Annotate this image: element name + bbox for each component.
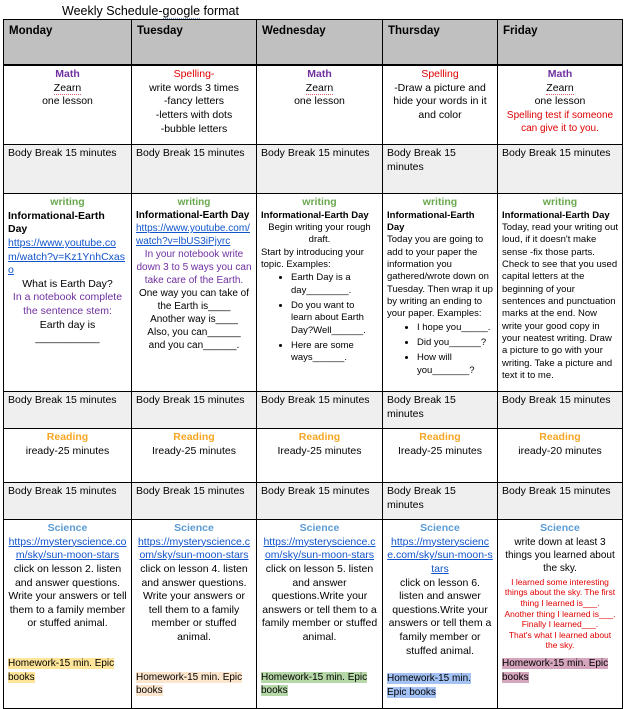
body-break: Body Break 15 minutes — [498, 145, 623, 194]
wed-science-cell — [257, 520, 383, 709]
reading-task: iready-25 minutes — [25, 444, 110, 457]
science-task: click on lesson 5. listen and answer questions.Write your answers or tell them to a family member or stuffed animal. — [261, 562, 378, 644]
one-lesson: one lesson — [534, 95, 586, 108]
examples-list — [261, 272, 378, 364]
title-prefix: Weekly Schedule- — [62, 4, 163, 18]
body-break-row-2 — [4, 392, 623, 429]
mon-math-cell — [4, 65, 132, 145]
body-break: Body Break 15 minutes — [383, 145, 498, 194]
science-task: write down at least 3 things you learned about the sky. — [505, 536, 615, 574]
document-title — [62, 4, 239, 18]
schedule-table — [3, 19, 623, 709]
subject-math: Math — [307, 68, 332, 80]
wed-writing-cell — [257, 194, 383, 392]
writing-title: Informational-Earth Day — [387, 209, 475, 233]
writing-title: Informational-Earth Day — [502, 209, 610, 221]
mon-science-cell — [4, 520, 132, 709]
subject-spelling: Spelling- — [173, 68, 215, 80]
title-suffix: format — [200, 4, 239, 18]
reading-task: Iready-25 minutes — [397, 444, 483, 457]
writing-title: Informational-Earth Day — [136, 210, 250, 221]
homework-note: Homework-15 min. Epic books — [8, 658, 115, 683]
body-break: Body Break 15 minutes — [257, 145, 383, 194]
science-heading: Science — [420, 522, 460, 534]
fri-writing-cell — [498, 194, 623, 392]
sentence-stem: Earth day is ___________ — [35, 318, 100, 345]
zearn: Zearn — [546, 81, 574, 94]
thu-writing-cell — [383, 194, 498, 392]
writing-question: What is Earth Day? — [22, 277, 113, 290]
body-break: Body Break 15 minutes — [383, 392, 498, 429]
mysteryscience-link[interactable]: https://mysteryscience.com/sky/sun-moon-stars — [263, 535, 376, 562]
example-item: • Do you want to learn about Earth Day?Well______. — [291, 300, 378, 337]
youtube-link[interactable]: https://www.youtube.com/watch?v=Kz1YnhCxaso — [8, 236, 126, 277]
zearn: Zearn — [53, 81, 82, 94]
wed-math-cell — [257, 65, 383, 145]
fri-science-cell — [498, 520, 623, 709]
mon-writing-cell — [4, 194, 132, 392]
writing-text: Today you are going to add to your paper the information you gathered/wrote down on Tuesday. Then wrap it up by writing an ending to your paper. Examples: — [387, 234, 493, 320]
homework-note: Homework-15 min. Epic books — [502, 658, 609, 683]
thu-science-cell — [383, 520, 498, 709]
writing-start: Start by introducing your topic. Examples: — [261, 246, 364, 271]
homework-note: Homework-15 min. Epic books — [261, 671, 368, 697]
body-break: Body Break 15 minutes — [132, 483, 257, 520]
spelling-line: -letters with dots — [155, 108, 233, 121]
wed-reading-cell — [257, 429, 383, 483]
science-example: That's what I learned about the sky. — [508, 629, 612, 651]
reading-task: iready-20 minutes — [518, 444, 602, 457]
subject-math: Math — [547, 68, 573, 80]
day-thursday: Thursday — [383, 20, 498, 66]
header-row — [4, 20, 623, 66]
spelling-line: -fancy letters — [163, 95, 225, 108]
science-heading: Science — [299, 522, 340, 534]
writing-title: Informational-Earth Day — [261, 209, 369, 221]
youtube-link[interactable]: https://www.youtube.com/watch?v=lbUS3iPjyrc — [136, 223, 250, 247]
body-break: Body Break 15 minutes — [498, 483, 623, 520]
example-item: • I hope you_____. — [417, 322, 493, 334]
tue-reading-cell — [132, 429, 257, 483]
science-example: Finally I learned___. — [521, 619, 599, 630]
science-row — [4, 520, 623, 709]
tue-science-cell — [132, 520, 257, 709]
day-monday: Monday — [4, 20, 132, 66]
writing-title: Informational-Earth Day — [8, 209, 105, 236]
writing-heading: writing — [542, 196, 578, 208]
writing-line: One way you can take of the Earth is____ — [138, 288, 250, 312]
body-break: Body Break 15 minutes — [257, 392, 383, 429]
subject-spelling: Spelling — [421, 68, 459, 80]
body-break: Body Break 15 minutes — [4, 392, 132, 429]
writing-heading: writing — [50, 196, 85, 208]
writing-heading: writing — [177, 197, 211, 208]
science-task: click on lesson 2. listen and answer questions. Write your answers or tell them to a family member or stuffed animal. — [8, 562, 127, 630]
reading-heading: Reading — [46, 431, 89, 443]
writing-task: In your notebook write down 3 to 5 ways you can take care of the Earth. — [136, 249, 252, 286]
reading-task: Iready-25 minutes — [151, 444, 237, 457]
tue-spelling-cell — [132, 65, 257, 145]
reading-heading: Reading — [173, 431, 215, 443]
one-lesson: one lesson — [294, 95, 345, 108]
science-example: I learned some interesting things about the sky. The first thing I learned is___. — [504, 576, 616, 608]
mon-reading-cell — [4, 429, 132, 483]
writing-line: Another way is____ — [150, 314, 238, 325]
homework-note: Homework-15 min. Epic books — [136, 671, 243, 697]
mysteryscience-link[interactable]: https://mysteryscience.com/sky/sun-moon-stars — [387, 535, 493, 575]
body-break: Body Break 15 minutes — [4, 483, 132, 520]
writing-heading: writing — [422, 196, 458, 208]
science-task: click on lesson 6. listen and answer questions.Write your answers or tell them a family member or stuffed animal. — [388, 576, 492, 657]
fri-reading-cell — [498, 429, 623, 483]
tue-writing-cell — [132, 194, 257, 392]
body-break: Body Break 15 minutes — [132, 145, 257, 194]
science-heading: Science — [47, 522, 88, 534]
example-item: • Did you______? — [417, 337, 493, 349]
spelling-text: -Draw a picture and hide your words in it and color — [393, 81, 487, 121]
reading-heading: Reading — [298, 431, 341, 443]
subject-math: Math — [55, 68, 80, 80]
day-wednesday: Wednesday — [257, 20, 383, 66]
science-heading: Science — [174, 522, 214, 534]
body-break: Body Break 15 minutes — [498, 392, 623, 429]
writing-row — [4, 194, 623, 392]
spelling-line: write words 3 times — [149, 81, 239, 94]
body-break-row-3 — [4, 483, 623, 520]
spelling-line: -bubble letters — [160, 122, 228, 135]
spelling-test-note: Spelling test if someone can give it to you. — [506, 109, 614, 134]
reading-heading: Reading — [539, 431, 581, 443]
writing-line: Also, you can______ — [147, 327, 241, 338]
science-example: Another thing I learned is___. — [504, 608, 616, 619]
morning-row — [4, 65, 623, 145]
one-lesson: one lesson — [42, 95, 93, 108]
writing-line: and you can______. — [148, 340, 240, 351]
body-break: Body Break 15 minutes — [257, 483, 383, 520]
zearn: Zearn — [305, 81, 334, 94]
day-friday: Friday — [498, 20, 623, 66]
body-break-row-1 — [4, 145, 623, 194]
science-heading: Science — [540, 522, 580, 534]
example-item: • Earth Day is a day________. — [291, 272, 378, 297]
examples-list — [387, 322, 493, 377]
mysteryscience-link[interactable]: https://mysteryscience.com/sky/sun-moon-stars — [8, 535, 127, 562]
fri-math-cell — [498, 65, 623, 145]
example-item: • Here are some ways______. — [291, 340, 378, 365]
reading-row — [4, 429, 623, 483]
title-google: google — [162, 4, 201, 18]
thu-spelling-cell — [383, 65, 498, 145]
writing-prompt: In a notebook complete the sentence stem: — [12, 291, 123, 318]
body-break: Body Break 15 minutes — [132, 392, 257, 429]
body-break: Body Break 15 minutes — [4, 145, 132, 194]
science-task: click on lesson 4. listen and answer questions. Write your answers or tell them to a family member or stuffed animal. — [140, 562, 248, 644]
day-tuesday: Tuesday — [132, 20, 257, 66]
thu-reading-cell — [383, 429, 498, 483]
reading-heading: Reading — [419, 431, 461, 443]
example-item: • How will you_______? — [417, 352, 493, 377]
writing-heading: writing — [302, 196, 337, 208]
homework-note: Homework-15 min. Epic books — [387, 673, 471, 699]
reading-task: Iready-25 minutes — [277, 444, 362, 457]
body-break: Body Break 15 minutes — [383, 483, 498, 520]
mysteryscience-link[interactable]: https://mysteryscience.com/sky/sun-moon-stars — [137, 535, 251, 562]
writing-text: Today, read your writing out loud, if it doesn't make sense -fix those parts. Check to see that you used capital letters at the beginning of your sentences and punctuation marks at the end. Now write your good copy in your neatest writing. Draw a picture to go with your writing. Take a picture and text it to me. — [502, 221, 618, 382]
writing-intro: Begin writing your rough draft. — [268, 221, 371, 246]
